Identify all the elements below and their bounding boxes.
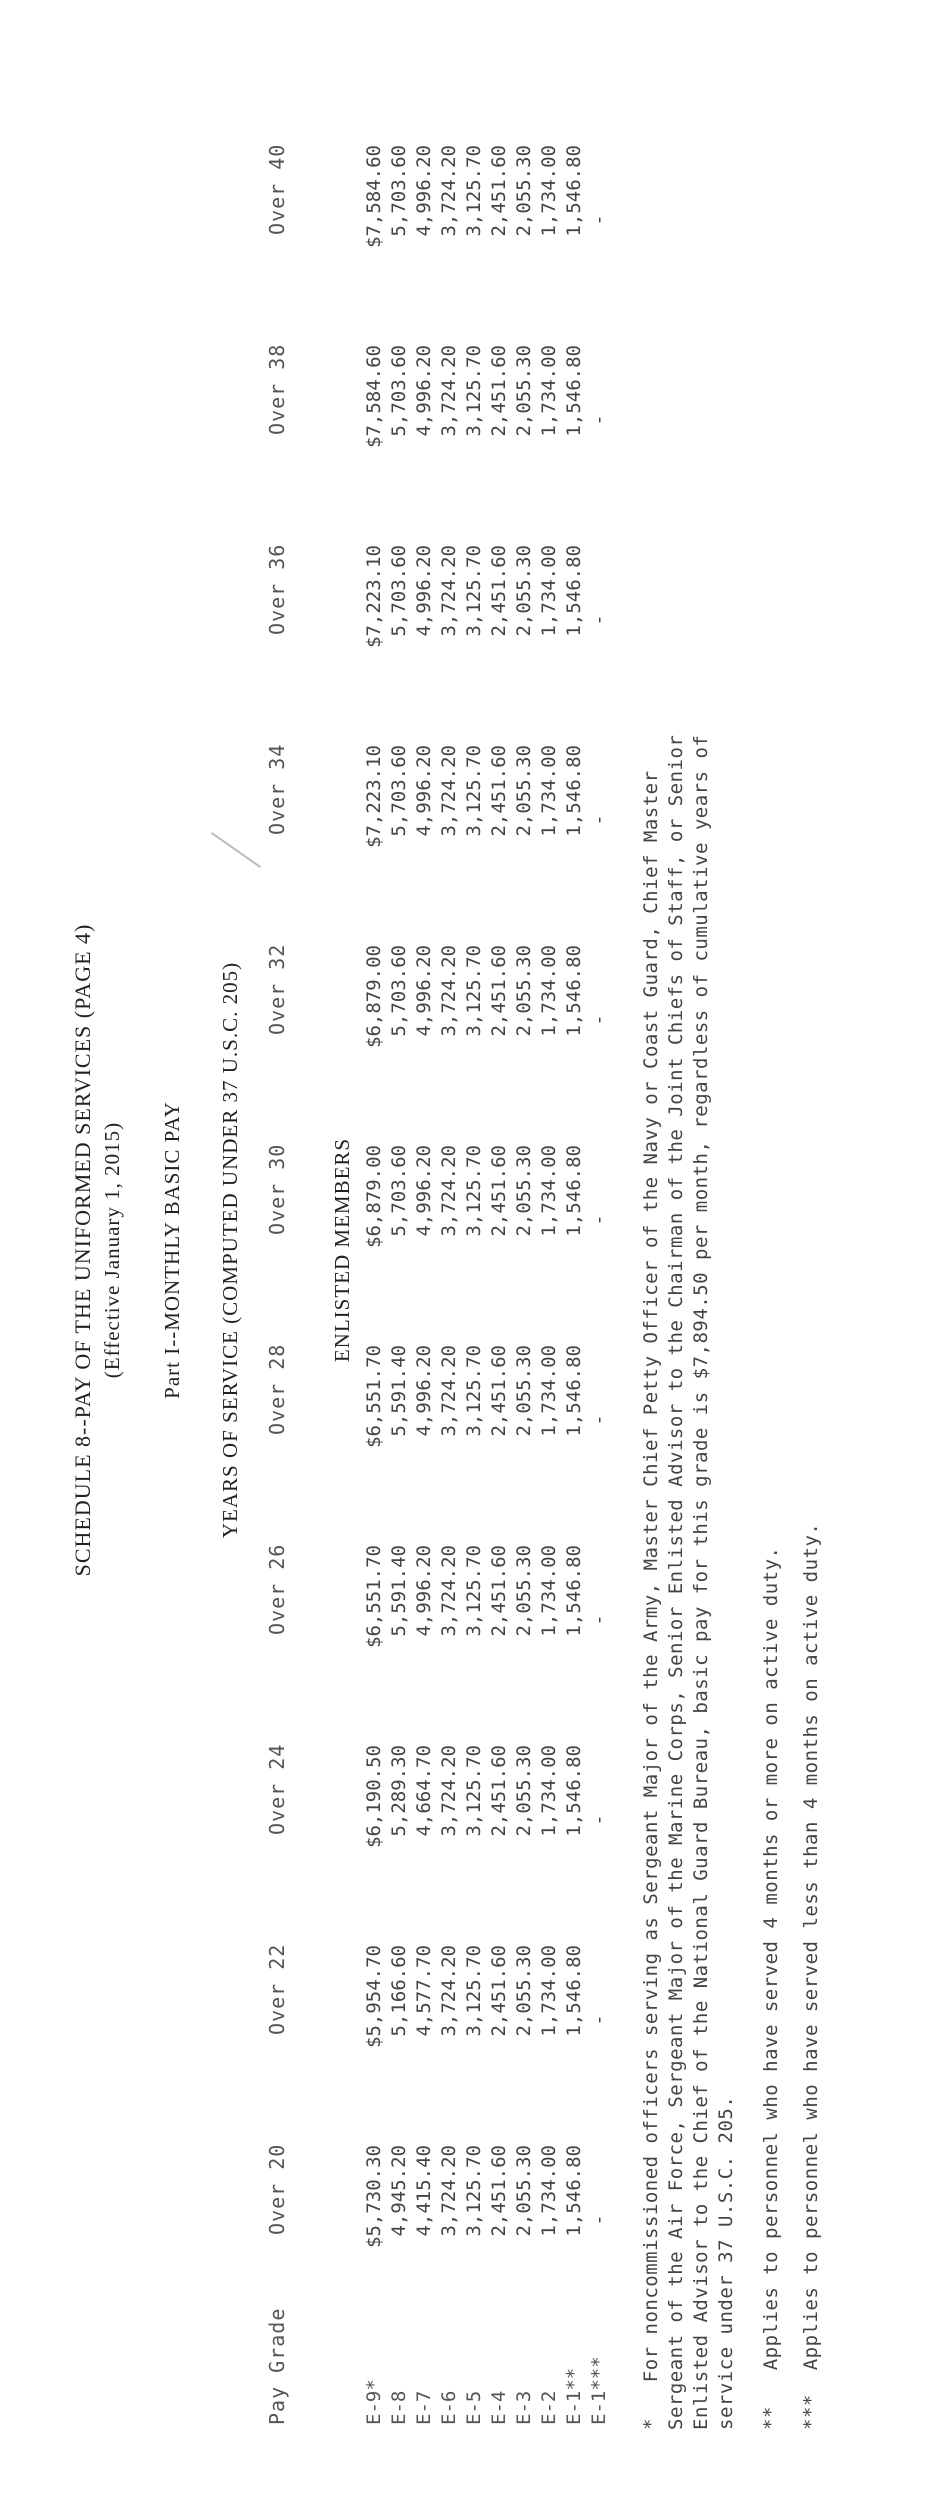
pay-cell: $7,223.10 [363,745,385,848]
pay-cell: 1,734.00 [538,745,560,837]
pay-cell: 1,734.00 [538,1745,560,1837]
pay-grade-label: E-4 [488,2390,510,2425]
pay-cell: $5,730.30 [363,2145,385,2248]
pay-cell: - [588,1814,610,1826]
pay-cell: 2,451.60 [488,945,510,1037]
pay-cell: 4,996.20 [413,945,435,1037]
pay-cell: 3,125.70 [463,945,485,1037]
pay-cell: $6,879.00 [363,945,385,1048]
pay-cell: 3,724.20 [438,1345,460,1437]
pay-cell: 5,703.60 [388,745,410,837]
pay-cell: 4,996.20 [413,1145,435,1237]
pay-cell: 1,734.00 [538,1945,560,2037]
effective-date: (Effective January 1, 2015) [100,1121,124,1379]
pay-cell: 3,724.20 [438,945,460,1037]
pay-grade-label: E-6 [438,2390,460,2425]
pay-cell: 3,125.70 [463,1145,485,1237]
pay-cell: 3,724.20 [438,545,460,637]
pay-cell: 1,546.80 [563,545,585,637]
pay-cell: 5,703.60 [388,145,410,237]
pay-cell: 3,125.70 [463,145,485,237]
pay-cell: 2,451.60 [488,745,510,837]
pay-cell: 2,055.30 [513,945,535,1037]
pay-cell: 2,055.30 [513,1545,535,1637]
pay-cell: 1,734.00 [538,545,560,637]
column-header: Over 26 [265,1543,289,1635]
pay-cell: - [588,414,610,426]
column-header: Over 32 [265,943,289,1035]
pay-cell: 3,125.70 [463,1745,485,1837]
pay-cell: 3,125.70 [463,1545,485,1637]
pay-cell: 3,724.20 [438,1945,460,2037]
pay-cell: 3,125.70 [463,545,485,637]
pay-cell: 3,724.20 [438,745,460,837]
pay-cell: $6,190.50 [363,1745,385,1848]
pay-cell: - [588,1014,610,1026]
pay-cell: 2,055.30 [513,745,535,837]
footnote-star-line-2: Sergeant of the Air Force, Sergeant Major of the Marine Corps, Senior Enlisted Advisor to the Chairman of the Joint Chiefs of Staff, or Senior [665,734,687,2430]
pay-cell: 1,734.00 [538,1345,560,1437]
pay-grade-label: E-7 [413,2390,435,2425]
pay-grade-label: E-8 [388,2390,410,2425]
pay-cell: 1,546.80 [563,1945,585,2037]
pay-cell: 2,055.30 [513,1145,535,1237]
pay-cell: 1,734.00 [538,2145,560,2237]
pay-cell: 1,546.80 [563,145,585,237]
column-header: Over 36 [265,543,289,635]
pay-grade-header: Pay Grade [265,2307,289,2425]
pay-cell: 5,289.30 [388,1745,410,1837]
pay-cell: 3,125.70 [463,1945,485,2037]
pay-cell: 5,703.60 [388,345,410,437]
pay-cell: $6,879.00 [363,1145,385,1248]
pay-cell: 1,546.80 [563,1545,585,1637]
pay-cell: 1,734.00 [538,945,560,1037]
pay-cell: 4,996.20 [413,145,435,237]
pay-cell: 1,734.00 [538,345,560,437]
footnote-star-line-1: * For noncommissioned officers serving as Sergeant Major of the Army, Master Chief Petty Officer of the Navy or Coast Guard, Chief Master [640,770,662,2430]
pay-cell: 2,055.30 [513,1745,535,1837]
pay-cell: 2,451.60 [488,1545,510,1637]
pay-cell: $7,584.60 [363,145,385,248]
pay-cell: 2,451.60 [488,345,510,437]
pay-cell: 3,724.20 [438,1545,460,1637]
pay-cell: 2,055.30 [513,145,535,237]
pay-cell: $6,551.70 [363,1345,385,1448]
pay-cell: 1,546.80 [563,1145,585,1237]
pay-cell: 5,703.60 [388,1145,410,1237]
pay-cell: 5,703.60 [388,545,410,637]
column-header: Over 20 [265,2143,289,2235]
pay-cell: $7,584.60 [363,345,385,448]
pay-cell: 2,451.60 [488,545,510,637]
pay-cell: 3,125.70 [463,1345,485,1437]
pay-cell: 2,055.30 [513,1345,535,1437]
pay-cell: 5,166.60 [388,1945,410,2037]
footnote-double-star: ** Applies to personnel who have served 4 months or more on active duty. [760,1546,782,2430]
pay-cell: 1,734.00 [538,1545,560,1637]
pay-cell: - [588,214,610,226]
pay-cell: 2,451.60 [488,145,510,237]
pay-cell: 2,451.60 [488,1345,510,1437]
pay-cell: 4,996.20 [413,1345,435,1437]
column-header: Over 34 [265,743,289,835]
pay-cell: 3,724.20 [438,145,460,237]
column-header: Over 28 [265,1343,289,1435]
column-header: Over 40 [265,143,289,235]
pay-cell: 4,996.20 [413,1545,435,1637]
pay-cell: 4,996.20 [413,545,435,637]
pay-cell: 5,591.40 [388,1345,410,1437]
pay-cell: 4,664.70 [413,1745,435,1837]
pay-cell: 4,415.40 [413,2145,435,2237]
pay-cell: 4,577.70 [413,1945,435,2037]
section-heading: ENLISTED MEMBERS [330,1137,354,1363]
pay-cell: 4,945.20 [388,2145,410,2237]
pay-cell: - [588,1414,610,1426]
pay-grade-label: E-1** [563,2367,585,2425]
pay-cell: 2,451.60 [488,1945,510,2037]
pay-cell: $6,551.70 [363,1545,385,1648]
pay-grade-label: E-5 [463,2390,485,2425]
pay-cell: 2,055.30 [513,345,535,437]
pay-grade-label: E-9* [363,2379,385,2425]
pay-cell: 5,703.60 [388,945,410,1037]
pay-cell: - [588,1614,610,1626]
pay-grade-label: E-2 [538,2390,560,2425]
pay-cell: - [588,814,610,826]
column-header: Over 22 [265,1943,289,2035]
pay-cell: 1,546.80 [563,1745,585,1837]
pay-grade-label: E-3 [513,2390,535,2425]
pay-cell: 4,996.20 [413,345,435,437]
pay-cell: 1,546.80 [563,2145,585,2237]
column-header: Over 24 [265,1743,289,1835]
column-header: Over 38 [265,343,289,435]
pay-cell: - [588,614,610,626]
pay-cell: - [588,2014,610,2026]
pay-cell: 1,734.00 [538,145,560,237]
footnote-star-line-4: service under 37 U.S.C. 205. [715,2095,737,2430]
pay-cell: 3,125.70 [463,745,485,837]
pay-cell: 3,724.20 [438,2145,460,2237]
pay-cell: 2,055.30 [513,2145,535,2237]
column-header: Over 30 [265,1143,289,1235]
pay-cell: $7,223.10 [363,545,385,648]
schedule-title: SCHEDULE 8--PAY OF THE UNIFORMED SERVICES (PAGE 4) [70,923,95,1577]
pay-cell: 2,451.60 [488,1745,510,1837]
pay-cell: $5,954.70 [363,1945,385,2048]
pay-cell: - [588,2214,610,2226]
pay-cell: 4,996.20 [413,745,435,837]
pay-cell: 2,055.30 [513,545,535,637]
part-title: Part I--MONTHLY BASIC PAY [160,1101,184,1399]
pay-cell: 2,451.60 [488,1145,510,1237]
pay-cell: 2,451.60 [488,2145,510,2237]
pay-cell: 3,724.20 [438,1145,460,1237]
pay-cell: 1,546.80 [563,945,585,1037]
pay-cell: 1,546.80 [563,1345,585,1437]
pay-cell: 2,055.30 [513,1945,535,2037]
pay-cell: 1,546.80 [563,745,585,837]
pay-cell: 3,125.70 [463,345,485,437]
footnote-star-line-3: Enlisted Advisor to the Chief of the National Guard Bureau, basic pay for this grade is $7,894.50 per month, regardless of cumulative years of [690,734,712,2430]
pay-cell: 3,125.70 [463,2145,485,2237]
pay-cell: 3,724.20 [438,1745,460,1837]
pay-cell: 3,724.20 [438,345,460,437]
years-of-service-heading: YEARS OF SERVICE (COMPUTED UNDER 37 U.S.C. 205) [218,961,242,1539]
pay-cell: 1,546.80 [563,345,585,437]
pay-cell: - [588,1214,610,1226]
footnote-triple-star: *** Applies to personnel who have served less than 4 months on active duty. [800,1522,822,2430]
pay-grade-label: E-1*** [588,2356,610,2425]
pay-cell: 5,591.40 [388,1545,410,1637]
pay-cell: 1,734.00 [538,1145,560,1237]
